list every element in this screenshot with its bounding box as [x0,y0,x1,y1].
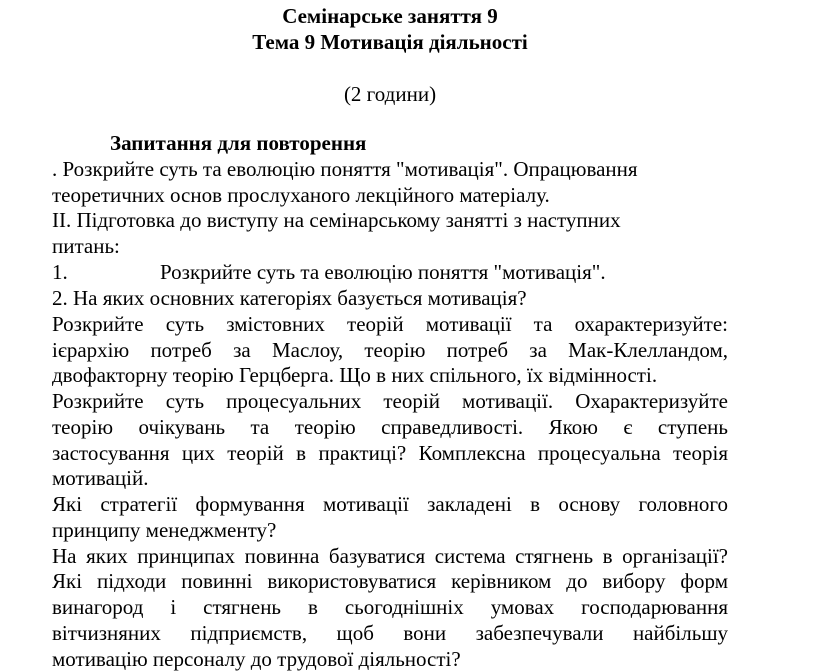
question-7-line-1: Які підходи повинні використовуватися керівником до вибору форм [52,569,728,593]
question-3-line-1: Розкрийте суть змістовних теорій мотивації та охарактеризуйте: [52,312,728,336]
review-item-2-line-2: питань: [52,234,120,258]
question-1-text: Розкрийте суть та еволюцію поняття "мотивація". [160,260,606,284]
question-1-number: 1. [52,260,68,284]
question-4-line-2: теорію очікувань та теорію справедливості. Якою є ступень [52,415,728,439]
review-item-1-line-2: теоретичних основ прослуханого лекційного матеріалу. [52,183,550,207]
question-4-line-1: Розкрийте суть процесуальних теорій мотивації. Охарактеризуйте [52,389,728,413]
question-7-line-3: вітчизняних підприємств, щоб вони забезпечували найбільшу [52,621,728,645]
review-item-1-line-1: . Розкрийте суть та еволюцію поняття "мотивація". Опрацювання [52,157,638,181]
question-6-line-1: На яких принципах повинна базуватися система стягнень в організації? [52,544,728,568]
question-3-line-3: двофакторну теорію Герцберга. Що в них спільного, їх відмінності. [52,363,658,387]
topic-title: Тема 9 Мотивація діяльності [252,30,528,54]
hours-note: (2 години) [343,82,437,106]
seminar-title: Семінарське заняття 9 [282,4,498,28]
question-4-line-4: мотивацій. [52,466,149,490]
review-item-2-line-1: II. Підготовка до виступу на семінарському занятті з наступних [52,208,621,232]
question-1 [52,259,606,285]
question-2: 2. На яких основних категоріях базується мотивація? [52,286,527,310]
question-5-line-1: Які стратегії формування мотивації закладені в основу головного [52,492,728,516]
question-5-line-2: принципу менеджменту? [52,518,277,542]
question-3-line-2: ієрархію потреб за Маслоу, теорію потреб за Мак-Клелландом, [52,338,728,362]
question-7-line-2: винагород і стягнень в сьогоднішніх умовах господарювання [52,595,728,619]
question-7-line-4: мотивацію персоналу до трудової діяльності? [52,647,461,671]
review-heading: Запитання для повторення [110,131,367,155]
question-4-line-3: застосування цих теорій в практиці? Комплексна процесуальна теорія [52,441,728,465]
